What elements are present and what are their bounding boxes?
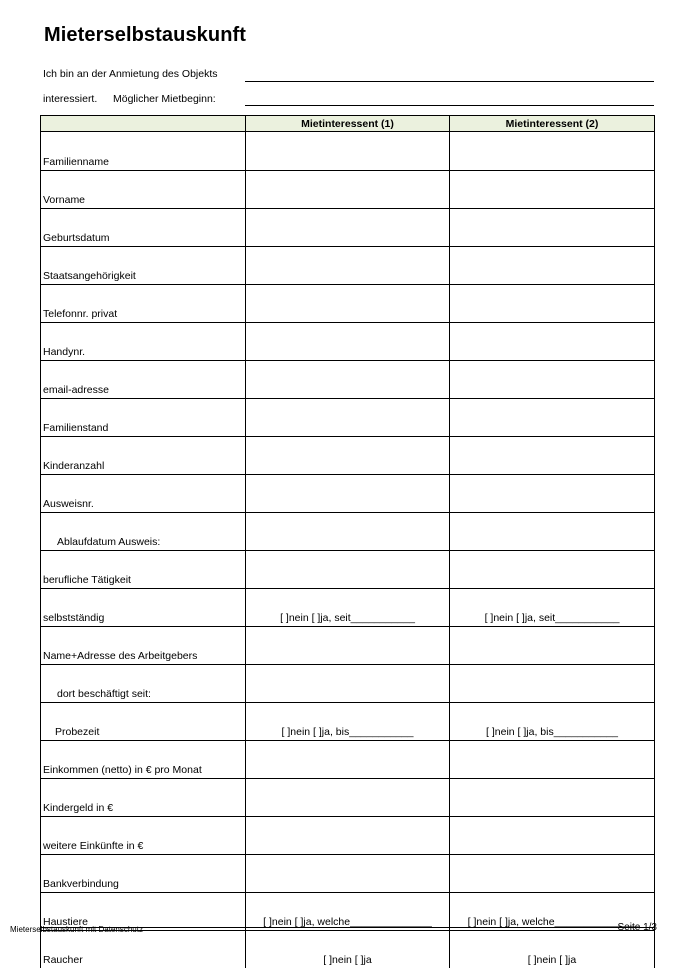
header-applicant-2: Mietinteressent (2): [450, 116, 655, 132]
field-applicant-2[interactable]: [450, 855, 655, 893]
header-label-col: [41, 116, 246, 132]
table-row: [41, 741, 655, 779]
applicant-table: [40, 115, 655, 968]
row-label: selbstständig: [41, 589, 246, 627]
row-label: Familienstand: [41, 399, 246, 437]
row-label: Name+Adresse des Arbeitgebers: [41, 627, 246, 665]
table-row: [41, 513, 655, 551]
field-applicant-2[interactable]: [450, 171, 655, 209]
field-applicant-1[interactable]: [246, 247, 450, 285]
field-applicant-1[interactable]: [246, 513, 450, 551]
table-row: [41, 285, 655, 323]
self-employed-option-2[interactable]: [ ]nein [ ]ja, seit___________: [450, 589, 655, 627]
table-row: [41, 589, 655, 627]
field-applicant-2[interactable]: [450, 399, 655, 437]
field-applicant-1[interactable]: [246, 741, 450, 779]
table-row: [41, 323, 655, 361]
object-input-line[interactable]: [245, 81, 654, 82]
field-applicant-1[interactable]: [246, 627, 450, 665]
field-applicant-1[interactable]: [246, 551, 450, 589]
row-label: Kindergeld in €: [41, 779, 246, 817]
field-applicant-2[interactable]: [450, 551, 655, 589]
field-applicant-2[interactable]: [450, 323, 655, 361]
table-row: [41, 703, 655, 741]
field-applicant-1[interactable]: [246, 399, 450, 437]
self-employed-option-1[interactable]: [ ]nein [ ]ja, seit___________: [246, 589, 450, 627]
smoker-option-2[interactable]: [ ]nein [ ]ja: [450, 931, 655, 968]
row-label: berufliche Tätigkeit: [41, 551, 246, 589]
row-label: Staatsangehörigkeit: [41, 247, 246, 285]
intro-line-2a: interessiert.: [43, 93, 97, 105]
field-applicant-2[interactable]: [450, 779, 655, 817]
row-label: Ablaufdatum Ausweis:: [41, 513, 246, 551]
field-applicant-1[interactable]: [246, 855, 450, 893]
table-row: [41, 817, 655, 855]
start-date-input-line[interactable]: [245, 105, 654, 106]
field-applicant-1[interactable]: [246, 665, 450, 703]
header-applicant-1: Mietinteressent (1): [246, 116, 450, 132]
row-label: Familienname: [41, 132, 246, 171]
field-applicant-1[interactable]: [246, 171, 450, 209]
probation-option-2[interactable]: [ ]nein [ ]ja, bis___________: [450, 703, 655, 741]
field-applicant-2[interactable]: [450, 247, 655, 285]
field-applicant-2[interactable]: [450, 475, 655, 513]
field-applicant-2[interactable]: [450, 361, 655, 399]
probation-option-1[interactable]: [ ]nein [ ]ja, bis___________: [246, 703, 450, 741]
field-applicant-2[interactable]: [450, 627, 655, 665]
field-applicant-2[interactable]: [450, 437, 655, 475]
table-row: [41, 361, 655, 399]
row-label: Probezeit: [41, 703, 246, 741]
field-applicant-2[interactable]: [450, 665, 655, 703]
footer-page-number: Seite 1/3: [618, 922, 657, 933]
field-applicant-1[interactable]: [246, 817, 450, 855]
intro-line-1: Ich bin an der Anmietung des Objekts: [43, 68, 218, 80]
row-label: Vorname: [41, 171, 246, 209]
smoker-option-1[interactable]: [ ]nein [ ]ja: [246, 931, 450, 968]
row-label: Bankverbindung: [41, 855, 246, 893]
table-row: [41, 665, 655, 703]
field-applicant-1[interactable]: [246, 209, 450, 247]
field-applicant-1[interactable]: [246, 437, 450, 475]
pets-option-2[interactable]: [ ]nein [ ]ja, welche______________: [450, 893, 655, 931]
row-label: Ausweisnr.: [41, 475, 246, 513]
table-header-row: [41, 116, 655, 132]
field-applicant-2[interactable]: [450, 741, 655, 779]
field-applicant-1[interactable]: [246, 779, 450, 817]
field-applicant-2[interactable]: [450, 132, 655, 171]
table-row: [41, 437, 655, 475]
field-applicant-1[interactable]: [246, 323, 450, 361]
field-applicant-2[interactable]: [450, 817, 655, 855]
footer-document-name: Mieterselbstauskunft mit Datenschutz: [10, 925, 143, 934]
row-label: Raucher: [41, 931, 246, 968]
table-row: [41, 132, 655, 171]
table-row: [41, 475, 655, 513]
start-date-label: Möglicher Mietbeginn:: [113, 93, 216, 105]
field-applicant-1[interactable]: [246, 285, 450, 323]
table-row: [41, 209, 655, 247]
field-applicant-1[interactable]: [246, 475, 450, 513]
row-label: weitere Einkünfte in €: [41, 817, 246, 855]
row-label: Telefonnr. privat: [41, 285, 246, 323]
table-row: [41, 171, 655, 209]
table-row: [41, 855, 655, 893]
row-label: email-adresse: [41, 361, 246, 399]
row-label: Handynr.: [41, 323, 246, 361]
row-label: Einkommen (netto) in € pro Monat: [41, 741, 246, 779]
table-row: [41, 779, 655, 817]
table-row: [41, 247, 655, 285]
field-applicant-2[interactable]: [450, 285, 655, 323]
table-row: [41, 551, 655, 589]
field-applicant-1[interactable]: [246, 361, 450, 399]
field-applicant-2[interactable]: [450, 209, 655, 247]
pets-option-1[interactable]: [ ]nein [ ]ja, welche______________: [246, 893, 450, 931]
row-label: Haustiere: [41, 893, 246, 931]
row-label: Geburtsdatum: [41, 209, 246, 247]
field-applicant-1[interactable]: [246, 132, 450, 171]
table-row: [41, 399, 655, 437]
page-title: Mieterselbstauskunft: [44, 24, 246, 47]
row-label: Kinderanzahl: [41, 437, 246, 475]
row-label: dort beschäftigt seit:: [41, 665, 246, 703]
table-row: [41, 627, 655, 665]
field-applicant-2[interactable]: [450, 513, 655, 551]
table-row: [41, 931, 655, 968]
